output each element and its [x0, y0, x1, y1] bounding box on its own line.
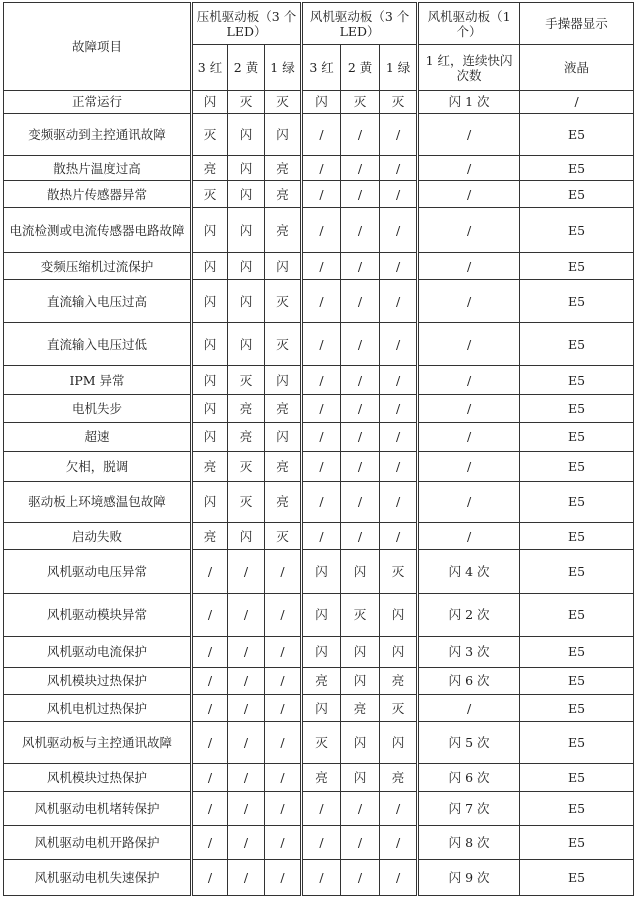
fault-name-cell: 超速: [4, 422, 192, 451]
status-cell-c1: 灭: [265, 323, 302, 366]
status-cell-fd: /: [418, 451, 520, 481]
status-cell-c1: 亮: [265, 481, 302, 522]
fault-name-cell: 风机驱动电压异常: [4, 550, 192, 593]
status-cell-f3: 闪: [302, 550, 341, 593]
status-cell-hd: E5: [520, 113, 634, 155]
status-cell-f1: 亮: [380, 764, 418, 792]
status-cell-hd: E5: [520, 323, 634, 366]
status-cell-hd: E5: [520, 422, 634, 451]
status-cell-f3: 闪: [302, 636, 341, 667]
status-cell-c3: 闪: [192, 208, 228, 253]
table-row: [4, 280, 634, 323]
status-cell-c2: 灭: [228, 481, 265, 522]
table-row: [4, 764, 634, 792]
status-cell-f3: /: [302, 422, 341, 451]
status-cell-hd: E5: [520, 764, 634, 792]
status-cell-fd: /: [418, 113, 520, 155]
status-cell-f3: 闪: [302, 91, 341, 114]
status-cell-c3: 闪: [192, 91, 228, 114]
status-cell-c3: /: [192, 825, 228, 859]
status-cell-hd: E5: [520, 522, 634, 550]
table-row: [4, 522, 634, 550]
status-cell-hd: E5: [520, 366, 634, 395]
status-cell-f2: /: [341, 253, 380, 280]
table-row: [4, 667, 634, 695]
status-cell-c2: 闪: [228, 522, 265, 550]
status-cell-c2: 闪: [228, 253, 265, 280]
status-cell-hd: E5: [520, 791, 634, 825]
status-cell-f3: /: [302, 859, 341, 895]
status-cell-fd: 闪 3 次: [418, 636, 520, 667]
status-cell-fd: /: [418, 395, 520, 423]
table-row: [4, 859, 634, 895]
status-cell-f1: /: [380, 825, 418, 859]
status-cell-hd: E5: [520, 208, 634, 253]
status-cell-c3: /: [192, 722, 228, 764]
table-row: [4, 636, 634, 667]
status-cell-f3: /: [302, 208, 341, 253]
status-cell-c3: 灭: [192, 113, 228, 155]
status-cell-c1: 亮: [265, 181, 302, 208]
fault-name-cell: 风机驱动电流保护: [4, 636, 192, 667]
status-cell-f3: /: [302, 451, 341, 481]
status-cell-f1: 闪: [380, 636, 418, 667]
status-cell-fd: 闪 5 次: [418, 722, 520, 764]
status-cell-f1: /: [380, 859, 418, 895]
table-row: [4, 825, 634, 859]
status-cell-f2: /: [341, 280, 380, 323]
status-cell-f2: /: [341, 323, 380, 366]
status-cell-f3: /: [302, 522, 341, 550]
status-cell-c2: 闪: [228, 323, 265, 366]
status-cell-c3: /: [192, 764, 228, 792]
fault-name-cell: 风机电机过热保护: [4, 695, 192, 722]
status-cell-c2: /: [228, 791, 265, 825]
header-fan-driver-single: 风机驱动板（1 个）: [418, 3, 520, 45]
status-cell-hd: E5: [520, 722, 634, 764]
status-cell-f3: /: [302, 253, 341, 280]
status-cell-f2: /: [341, 155, 380, 181]
status-cell-f1: /: [380, 791, 418, 825]
fault-code-table: [3, 2, 634, 896]
status-cell-c1: 闪: [265, 253, 302, 280]
status-cell-f3: 闪: [302, 695, 341, 722]
status-cell-hd: E5: [520, 481, 634, 522]
status-cell-f1: /: [380, 253, 418, 280]
status-cell-c3: /: [192, 593, 228, 636]
status-cell-f2: /: [341, 181, 380, 208]
status-cell-c3: 闪: [192, 280, 228, 323]
status-cell-c2: 闪: [228, 181, 265, 208]
status-cell-c2: /: [228, 695, 265, 722]
status-cell-hd: E5: [520, 550, 634, 593]
status-cell-f3: 亮: [302, 764, 341, 792]
table-row: [4, 181, 634, 208]
status-cell-c1: /: [265, 550, 302, 593]
status-cell-c3: 亮: [192, 522, 228, 550]
status-cell-c2: /: [228, 722, 265, 764]
table-row: [4, 791, 634, 825]
status-cell-f3: 闪: [302, 593, 341, 636]
status-cell-c1: /: [265, 764, 302, 792]
status-cell-f3: /: [302, 113, 341, 155]
status-cell-f2: 闪: [341, 636, 380, 667]
status-cell-c1: 闪: [265, 422, 302, 451]
fault-name-cell: 风机模块过热保护: [4, 764, 192, 792]
status-cell-f1: /: [380, 181, 418, 208]
fault-name-cell: 风机驱动模块异常: [4, 593, 192, 636]
status-cell-c2: 灭: [228, 366, 265, 395]
status-cell-f2: 灭: [341, 91, 380, 114]
fault-name-cell: IPM 异常: [4, 366, 192, 395]
fault-name-cell: 电机失步: [4, 395, 192, 423]
table-row: [4, 113, 634, 155]
status-cell-f2: 闪: [341, 667, 380, 695]
status-cell-f3: /: [302, 181, 341, 208]
status-cell-f3: /: [302, 791, 341, 825]
status-cell-c2: 闪: [228, 155, 265, 181]
status-cell-c1: /: [265, 859, 302, 895]
table-row: [4, 451, 634, 481]
status-cell-hd: /: [520, 91, 634, 114]
fault-name-cell: 欠相，脱调: [4, 451, 192, 481]
status-cell-c1: 亮: [265, 451, 302, 481]
header-c2: 2 黄: [228, 45, 265, 91]
status-cell-c1: /: [265, 722, 302, 764]
status-cell-c1: /: [265, 593, 302, 636]
status-cell-fd: 闪 2 次: [418, 593, 520, 636]
fault-table-body: [4, 91, 634, 896]
status-cell-c2: /: [228, 825, 265, 859]
status-cell-fd: 闪 6 次: [418, 667, 520, 695]
status-cell-c2: /: [228, 859, 265, 895]
table-row: [4, 593, 634, 636]
status-cell-f2: /: [341, 208, 380, 253]
status-cell-f2: /: [341, 859, 380, 895]
status-cell-c3: 闪: [192, 395, 228, 423]
header-c3: 3 红: [192, 45, 228, 91]
status-cell-c3: 亮: [192, 155, 228, 181]
status-cell-f2: 灭: [341, 593, 380, 636]
status-cell-hd: E5: [520, 636, 634, 667]
header-handheld-display: 手操器显示: [520, 3, 634, 45]
status-cell-f3: /: [302, 825, 341, 859]
fault-name-cell: 启动失败: [4, 522, 192, 550]
status-cell-c1: /: [265, 667, 302, 695]
status-cell-hd: E5: [520, 451, 634, 481]
status-cell-fd: /: [418, 280, 520, 323]
status-cell-c3: 亮: [192, 451, 228, 481]
header-fault-item: 故障项目: [4, 3, 192, 91]
status-cell-c2: 闪: [228, 208, 265, 253]
status-cell-hd: E5: [520, 825, 634, 859]
status-cell-c1: 亮: [265, 155, 302, 181]
status-cell-fd: /: [418, 366, 520, 395]
status-cell-c3: /: [192, 859, 228, 895]
status-cell-f2: /: [341, 422, 380, 451]
status-cell-f1: /: [380, 451, 418, 481]
status-cell-fd: /: [418, 695, 520, 722]
fault-name-cell: 直流输入电压过低: [4, 323, 192, 366]
status-cell-c2: 亮: [228, 422, 265, 451]
status-cell-fd: 闪 7 次: [418, 791, 520, 825]
status-cell-fd: /: [418, 323, 520, 366]
status-cell-f1: /: [380, 366, 418, 395]
status-cell-hd: E5: [520, 593, 634, 636]
fault-name-cell: 风机驱动电机堵转保护: [4, 791, 192, 825]
table-row: [4, 395, 634, 423]
status-cell-f1: 灭: [380, 695, 418, 722]
header-hd: 液晶: [520, 45, 634, 91]
status-cell-f2: /: [341, 395, 380, 423]
status-cell-c1: 闪: [265, 366, 302, 395]
table-row: [4, 91, 634, 114]
status-cell-c2: 闪: [228, 113, 265, 155]
header-f2: 2 黄: [341, 45, 380, 91]
fault-name-cell: 散热片传感器异常: [4, 181, 192, 208]
status-cell-fd: 闪 1 次: [418, 91, 520, 114]
header-compressor-board: 压机驱动板（3 个 LED）: [192, 3, 302, 45]
status-cell-f2: /: [341, 791, 380, 825]
status-cell-f1: /: [380, 323, 418, 366]
status-cell-fd: /: [418, 481, 520, 522]
table-row: [4, 208, 634, 253]
status-cell-f2: /: [341, 481, 380, 522]
status-cell-f1: 灭: [380, 91, 418, 114]
table-row: [4, 481, 634, 522]
status-cell-f3: /: [302, 323, 341, 366]
status-cell-f3: /: [302, 366, 341, 395]
status-cell-c1: /: [265, 825, 302, 859]
status-cell-hd: E5: [520, 859, 634, 895]
status-cell-f2: 闪: [341, 764, 380, 792]
header-row-top: [4, 3, 634, 45]
status-cell-c3: 闪: [192, 481, 228, 522]
status-cell-c2: 闪: [228, 280, 265, 323]
fault-name-cell: 变频驱动到主控通讯故障: [4, 113, 192, 155]
status-cell-f2: /: [341, 366, 380, 395]
status-cell-f1: 亮: [380, 667, 418, 695]
status-cell-f1: /: [380, 481, 418, 522]
header-fan-board: 风机驱动板（3 个 LED）: [302, 3, 418, 45]
status-cell-c2: /: [228, 550, 265, 593]
status-cell-c3: 闪: [192, 366, 228, 395]
status-cell-fd: 闪 6 次: [418, 764, 520, 792]
status-cell-c1: /: [265, 695, 302, 722]
status-cell-c2: /: [228, 764, 265, 792]
status-cell-c1: 灭: [265, 91, 302, 114]
fault-name-cell: 风机模块过热保护: [4, 667, 192, 695]
status-cell-fd: /: [418, 522, 520, 550]
table-row: [4, 155, 634, 181]
header-f3: 3 红: [302, 45, 341, 91]
status-cell-c3: /: [192, 791, 228, 825]
status-cell-c3: 灭: [192, 181, 228, 208]
status-cell-f1: /: [380, 422, 418, 451]
status-cell-f1: /: [380, 113, 418, 155]
header-fd: 1 红，连续快闪次数: [418, 45, 520, 91]
fault-name-cell: 电流检测或电流传感器电路故障: [4, 208, 192, 253]
status-cell-fd: 闪 9 次: [418, 859, 520, 895]
table-row: [4, 550, 634, 593]
fault-name-cell: 风机驱动电机开路保护: [4, 825, 192, 859]
status-cell-f1: /: [380, 522, 418, 550]
status-cell-f2: 亮: [341, 695, 380, 722]
status-cell-c2: 亮: [228, 395, 265, 423]
status-cell-c2: /: [228, 636, 265, 667]
status-cell-fd: /: [418, 208, 520, 253]
status-cell-f3: /: [302, 280, 341, 323]
status-cell-f2: /: [341, 113, 380, 155]
status-cell-hd: E5: [520, 395, 634, 423]
status-cell-f3: /: [302, 481, 341, 522]
status-cell-f3: 亮: [302, 667, 341, 695]
status-cell-c3: /: [192, 667, 228, 695]
status-cell-hd: E5: [520, 695, 634, 722]
header-c1: 1 绿: [265, 45, 302, 91]
status-cell-hd: E5: [520, 155, 634, 181]
fault-name-cell: 驱动板上环境感温包故障: [4, 481, 192, 522]
status-cell-c3: /: [192, 695, 228, 722]
status-cell-f1: /: [380, 155, 418, 181]
fault-name-cell: 风机驱动电机失速保护: [4, 859, 192, 895]
status-cell-fd: /: [418, 253, 520, 280]
status-cell-c2: /: [228, 667, 265, 695]
table-row: [4, 366, 634, 395]
fault-name-cell: 风机驱动板与主控通讯故障: [4, 722, 192, 764]
status-cell-c2: 灭: [228, 91, 265, 114]
status-cell-c2: 灭: [228, 451, 265, 481]
status-cell-f1: /: [380, 395, 418, 423]
status-cell-hd: E5: [520, 280, 634, 323]
status-cell-c2: /: [228, 593, 265, 636]
status-cell-c1: 灭: [265, 522, 302, 550]
status-cell-f2: 闪: [341, 550, 380, 593]
status-cell-c1: /: [265, 791, 302, 825]
table-row: [4, 253, 634, 280]
status-cell-f3: 灭: [302, 722, 341, 764]
status-cell-f1: 灭: [380, 550, 418, 593]
fault-name-cell: 直流输入电压过高: [4, 280, 192, 323]
status-cell-f2: /: [341, 522, 380, 550]
status-cell-f1: /: [380, 280, 418, 323]
status-cell-hd: E5: [520, 181, 634, 208]
status-cell-fd: /: [418, 422, 520, 451]
table-row: [4, 722, 634, 764]
status-cell-c1: /: [265, 636, 302, 667]
table-row: [4, 323, 634, 366]
status-cell-c3: 闪: [192, 323, 228, 366]
status-cell-f1: 闪: [380, 593, 418, 636]
status-cell-hd: E5: [520, 667, 634, 695]
status-cell-f2: /: [341, 825, 380, 859]
status-cell-f2: /: [341, 451, 380, 481]
status-cell-f1: /: [380, 208, 418, 253]
fault-name-cell: 正常运行: [4, 91, 192, 114]
status-cell-f3: /: [302, 395, 341, 423]
table-row: [4, 422, 634, 451]
header-f1: 1 绿: [380, 45, 418, 91]
status-cell-f3: /: [302, 155, 341, 181]
status-cell-c1: 灭: [265, 280, 302, 323]
status-cell-c3: 闪: [192, 422, 228, 451]
status-cell-c1: 闪: [265, 113, 302, 155]
status-cell-c3: /: [192, 636, 228, 667]
status-cell-f1: 闪: [380, 722, 418, 764]
status-cell-fd: 闪 4 次: [418, 550, 520, 593]
fault-name-cell: 散热片温度过高: [4, 155, 192, 181]
status-cell-fd: /: [418, 155, 520, 181]
status-cell-hd: E5: [520, 253, 634, 280]
status-cell-c1: 亮: [265, 208, 302, 253]
fault-name-cell: 变频压缩机过流保护: [4, 253, 192, 280]
status-cell-f2: 闪: [341, 722, 380, 764]
status-cell-c3: /: [192, 550, 228, 593]
status-cell-c3: 闪: [192, 253, 228, 280]
table-row: [4, 695, 634, 722]
status-cell-fd: /: [418, 181, 520, 208]
status-cell-c1: 亮: [265, 395, 302, 423]
status-cell-fd: 闪 8 次: [418, 825, 520, 859]
